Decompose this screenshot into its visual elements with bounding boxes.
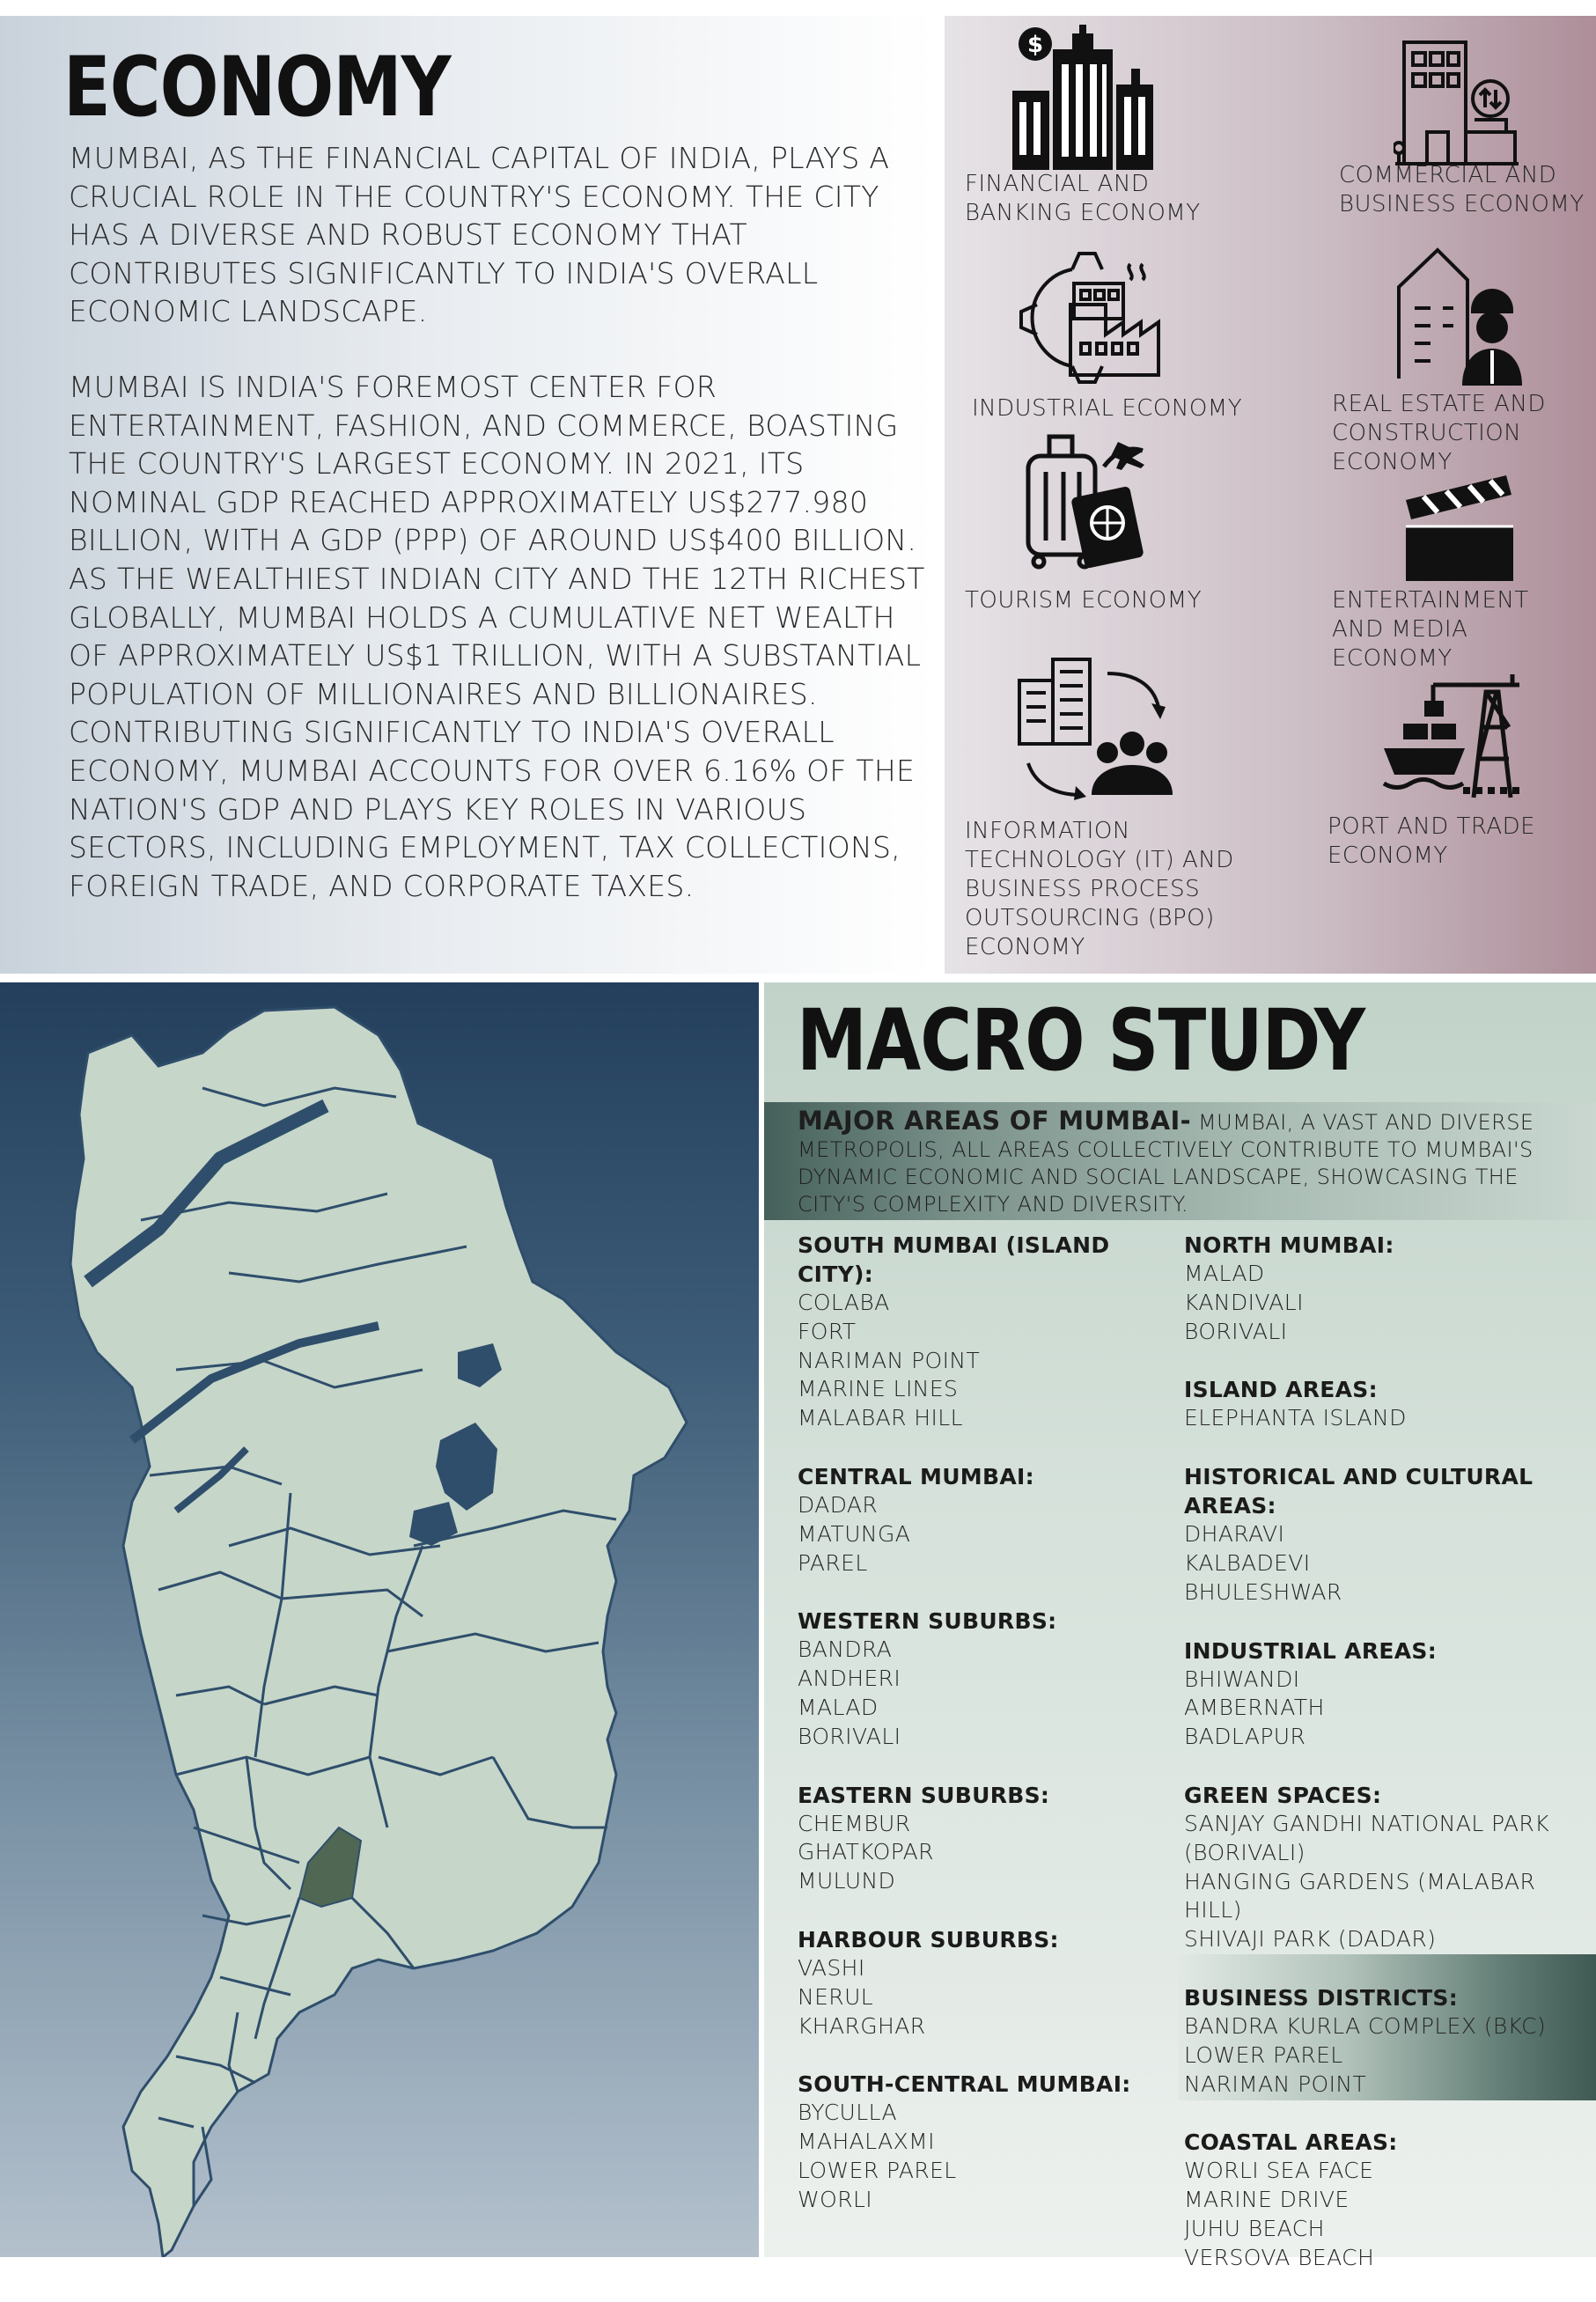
economy-title: ECONOMY bbox=[63, 40, 451, 136]
sector-label-financial: FINANCIAL AND BANKING ECONOMY bbox=[965, 171, 1201, 226]
area-item: DHARAVI bbox=[1184, 1521, 1285, 1548]
area-item: NARIMAN POINT bbox=[798, 1347, 981, 1373]
area-item: LOWER PAREL bbox=[1184, 2041, 1343, 2068]
economy-section bbox=[0, 16, 936, 974]
area-item: MALABAR HILL bbox=[798, 1405, 963, 1431]
sector-label-tourism: TOURISM ECONOMY bbox=[965, 587, 1203, 614]
area-list-right-column bbox=[1184, 1231, 1593, 2302]
luggage-passport-icon bbox=[1019, 430, 1151, 570]
sector-label-commercial: COMMERCIAL AND BUSINESS ECONOMY bbox=[1339, 162, 1585, 217]
area-group-title: WESTERN SUBURBS: bbox=[798, 1608, 1057, 1635]
area-item: SANJAY GANDHI NATIONAL PARK (BORIVALI) bbox=[1184, 1810, 1549, 1865]
economy-detail-paragraph: MUMBAI IS INDIA'S FOREMOST CENTER FOR ENTERTAINMENT, FASHION, AND COMMERCE, BOASTING THE COUNTRY'S LARGEST ECONOMY. IN 2021, ITS NOMINAL GDP REACHED APPROXIMATELY US$277.980 BILLION, WITH A GDP (PPP) OF AROUND US$400 BILLION. AS THE WEALTHIEST INDIAN CITY AND THE 12TH RICHEST GLOBALLY, MUMBAI HOLDS A CUMULATIVE NET WEALTH OF APPROXIMATELY US$1 TRILLION, WITH A SUBSTANTIAL POPULATION OF MILLIONAIRES AND BILLIONAIRES. CONTRIBUTING SIGNIFICANTLY TO INDIA'S OVERALL ECONOMY, MUMBAI ACCOUNTS FOR OVER 6.16% OF THE NATION'S GDP AND PLAYS KEY ROLES IN VARIOUS SECTORS, INCLUDING EMPLOYMENT, TAX COLLECTIONS, FOREIGN TRADE, AND CORPORATE TAXES. bbox=[69, 370, 925, 903]
area-item: MALAD bbox=[1184, 1261, 1265, 1286]
area-item: BORIVALI bbox=[798, 1723, 901, 1749]
major-areas-text: MUMBAI, A VAST AND DIVERSE METROPOLIS, ALL AREAS COLLECTIVELY CONTRIBUTE TO MUMBAI'S DYNAMIC ECONOMIC AND SOCIAL LANDSCAPE, SHOWCASING THE CITY'S COMPLEXITY AND DIVERSITY. bbox=[798, 1110, 1534, 1217]
area-item: CHEMBUR bbox=[798, 1810, 911, 1836]
area-group-title: EASTERN SUBURBS: bbox=[798, 1782, 1050, 1808]
port-crane-icon bbox=[1380, 674, 1521, 802]
sector-label-port-trade: PORT AND TRADE ECONOMY bbox=[1328, 813, 1536, 869]
clapperboard-icon bbox=[1402, 474, 1521, 584]
area-group bbox=[798, 1462, 1176, 1578]
sector-label-industrial: INDUSTRIAL ECONOMY bbox=[972, 395, 1243, 422]
area-item: MARINE DRIVE bbox=[1184, 2187, 1350, 2213]
sector-label-it-bpo: INFORMATION TECHNOLOGY (IT) AND BUSINESS PROCESS OUTSOURCING (BPO) ECONOMY bbox=[965, 818, 1234, 960]
area-group-title: GREEN SPACES: bbox=[1184, 1782, 1382, 1808]
area-item: MULUND bbox=[798, 1868, 896, 1894]
factory-gear-icon bbox=[1019, 252, 1160, 384]
area-item: MALAD bbox=[798, 1694, 879, 1720]
mumbai-map bbox=[0, 982, 759, 2257]
area-group-title: BUSINESS DISTRICTS: bbox=[1184, 1984, 1459, 2011]
area-group-title: SOUTH MUMBAI (ISLAND CITY): bbox=[798, 1232, 1110, 1287]
area-group bbox=[1184, 1636, 1593, 1752]
financial-buildings-icon bbox=[1011, 25, 1156, 174]
area-item: KALBADEVI bbox=[1184, 1549, 1311, 1576]
area-group bbox=[1184, 1983, 1593, 2099]
area-group-title: CENTRAL MUMBAI: bbox=[798, 1463, 1034, 1489]
area-group-title: SOUTH-CENTRAL MUMBAI: bbox=[798, 2071, 1131, 2098]
area-group bbox=[798, 1231, 1176, 1433]
economy-intro-paragraph: MUMBAI, AS THE FINANCIAL CAPITAL OF INDIA, PLAYS A CRUCIAL ROLE IN THE COUNTRY'S ECONOMY. THE CITY HAS A DIVERSE AND ROBUST ECONOMY THAT CONTRIBUTES SIGNIFICANTLY TO INDIA'S OVERALL ECONOMIC LANDSCAPE. bbox=[69, 141, 890, 329]
sector-label-real-estate: REAL ESTATE AND CONSTRUCTION ECONOMY bbox=[1332, 391, 1546, 475]
area-item: BANDRA bbox=[798, 1636, 893, 1663]
macro-study-section bbox=[764, 982, 1596, 2270]
major-areas-banner bbox=[764, 1102, 1596, 1220]
area-item: SHIVAJI PARK (DADAR) bbox=[1184, 1926, 1437, 1953]
area-group-title: COASTAL AREAS: bbox=[1184, 2129, 1398, 2156]
area-item: MARINE LINES bbox=[798, 1376, 959, 1402]
area-item: WORLI bbox=[798, 2186, 873, 2212]
area-group bbox=[1184, 1375, 1593, 1433]
area-item: BYCULLA bbox=[798, 2100, 897, 2126]
area-item: NERUL bbox=[798, 1983, 874, 2010]
area-item: ELEPHANTA ISLAND bbox=[1184, 1405, 1407, 1431]
area-item: GHATKOPAR bbox=[798, 1839, 934, 1865]
area-list-left-column bbox=[798, 1231, 1176, 2244]
area-group-title: HARBOUR SUBURBS: bbox=[798, 1926, 1059, 1953]
area-item: HANGING GARDENS (MALABAR HILL) bbox=[1184, 1868, 1536, 1923]
area-item: ANDHERI bbox=[798, 1666, 901, 1692]
area-group bbox=[798, 1781, 1176, 1896]
area-item: WORLI SEA FACE bbox=[1184, 2158, 1374, 2184]
area-group bbox=[798, 1925, 1176, 2041]
area-item: DADAR bbox=[798, 1491, 879, 1518]
area-item: COLABA bbox=[798, 1290, 890, 1315]
area-group bbox=[1184, 1231, 1593, 1346]
area-item: FORT bbox=[798, 1318, 857, 1344]
economic-sectors-panel bbox=[945, 16, 1596, 974]
area-group-title: INDUSTRIAL AREAS: bbox=[1184, 1637, 1437, 1664]
area-item: MAHALAXMI bbox=[798, 2129, 935, 2155]
area-group bbox=[1184, 2128, 1593, 2272]
area-item: MATUNGA bbox=[798, 1520, 911, 1547]
area-item: BANDRA KURLA COMPLEX (BKC) bbox=[1184, 2012, 1547, 2039]
major-areas-description bbox=[798, 1107, 1590, 1218]
construction-worker-icon bbox=[1394, 246, 1526, 387]
area-group-title: ISLAND AREAS: bbox=[1184, 1377, 1378, 1403]
area-item: NARIMAN POINT bbox=[1184, 2070, 1367, 2097]
mumbai-map-panel bbox=[0, 982, 759, 2257]
area-item: KANDIVALI bbox=[1184, 1289, 1304, 1315]
area-item: PAREL bbox=[798, 1549, 868, 1576]
area-group bbox=[1184, 1462, 1593, 1607]
area-group bbox=[1184, 1781, 1593, 1954]
svg-text:$: $ bbox=[1026, 32, 1044, 58]
area-item: BORIVALI bbox=[1184, 1318, 1288, 1344]
area-item: VERSOVA BEACH bbox=[1184, 2244, 1375, 2270]
area-item: LOWER PAREL bbox=[798, 2157, 957, 2183]
area-group bbox=[798, 1607, 1176, 1751]
commercial-building-icon bbox=[1394, 35, 1521, 167]
area-item: KHARGHAR bbox=[798, 2012, 926, 2039]
area-item: AMBERNATH bbox=[1184, 1695, 1325, 1721]
area-item: JUHU BEACH bbox=[1184, 2215, 1325, 2241]
area-item: VASHI bbox=[798, 1954, 865, 1981]
area-item: BHULESHWAR bbox=[1184, 1578, 1342, 1605]
sector-label-entertainment: ENTERTAINMENT AND MEDIA ECONOMY bbox=[1332, 587, 1529, 672]
area-group-title: NORTH MUMBAI: bbox=[1184, 1232, 1394, 1258]
macro-study-title: MACRO STUDY bbox=[797, 991, 1365, 1090]
area-item: BADLAPUR bbox=[1184, 1724, 1306, 1750]
area-group bbox=[798, 2070, 1176, 2214]
major-areas-heading: MAJOR AREAS OF MUMBAI- bbox=[798, 1106, 1191, 1136]
area-item: BHIWANDI bbox=[1184, 1666, 1300, 1692]
office-people-cycle-icon bbox=[1011, 654, 1173, 804]
area-group-title: HISTORICAL AND CULTURAL AREAS: bbox=[1184, 1464, 1533, 1519]
